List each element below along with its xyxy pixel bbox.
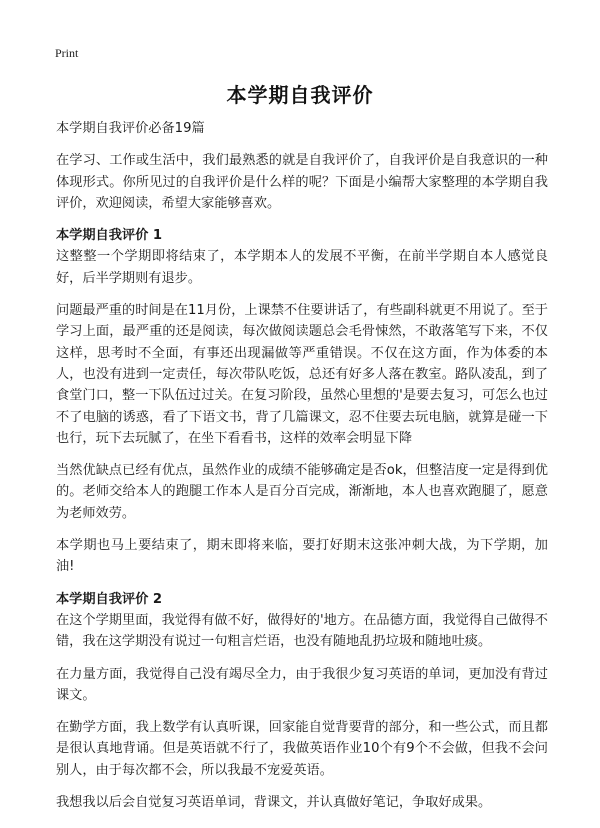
page-title: 本学期自我评价 [226,83,374,107]
section-paragraph: 在这个学期里面，我觉得有做不好，做得好的'地方。在品德方面，我觉得自己做得不错，我在这学期没有说过一句粗言烂语，也没有随地乱扔垃圾和随地吐痰。 [56,612,548,650]
section-2 [56,589,548,814]
section-paragraph: 在勤学方面，我上数学有认真听课，回家能自觉背要背的部分，和一些公式，而且都是很认真地背诵。但是英语就不行了，我做英语作业10个有9个不会做，但我不会问别人，由于每次都不会，所以我最不宠爱英语。 [56,720,548,778]
section-heading: 本学期自我评价 2 [56,591,163,607]
section-paragraph: 当然优缺点已经有优点，虽然作业的成绩不能够确定是否ok，但整洁度一定是得到优的。老师交给本人的跑腿工作本人是百分百完成，渐渐地，本人也喜欢跑腿了，愿意为老师效劳。 [56,463,548,521]
print-link[interactable]: Print [55,46,79,60]
section-paragraph: 本学期也马上要结束了，期末即将来临，要打好期末这张冲刺大战，为下学期，加油! [56,538,548,575]
document-subtitle: 本学期自我评价必备19篇 [56,121,205,136]
section-heading: 本学期自我评价 1 [56,228,163,244]
intro-paragraph: 在学习、工作或生活中，我们最熟悉的就是自我评价了，自我评价是自我意识的一种体现形式。你所见过的自我评价是什么样的呢？下面是小编帮大家整理的本学期自我评价，欢迎阅读，希望大家能够喜欢。 [56,153,548,211]
section-1 [56,225,548,577]
section-paragraph: 问题最严重的时间是在11月份，上课禁不住要讲话了，有些副科就更不用说了。至于学习上面，最严重的还是阅读，每次做阅读题总会毛骨悚然，不敢落笔写下来，不仅这样，思考时不全面，有事还出现漏做等严重错误。不仅在这方面，作为体委的本人，也没有进到一定责任，每次带队吃饭，总还有好多人落在教室。路队凌乱，到了食堂门口，整一下队伍过过关。在复习阶段，虽然心里想的'是要去复习，可怎么也过不了电脑的诱惑，看了下语文书，背了几篇课文，忍不住要去玩电脑，就算是碰一下也行，玩下去玩腻了，在坐下看看书，这样的效率会明显下降 [56,303,548,446]
section-paragraph: 我想我以后会自觉复习英语单词，背课文，并认真做好笔记，争取好成果。 [56,795,492,811]
section-paragraph: 在力量方面，我觉得自己没有竭尽全力，由于我很少复习英语的单词，更加没有背过课文。 [56,666,548,703]
document-body [56,118,548,824]
section-paragraph: 这整整一个学期即将结束了，本学期本人的发展不平衡，在前半学期自本人感觉良好，后半学期则有退步。 [56,249,548,286]
